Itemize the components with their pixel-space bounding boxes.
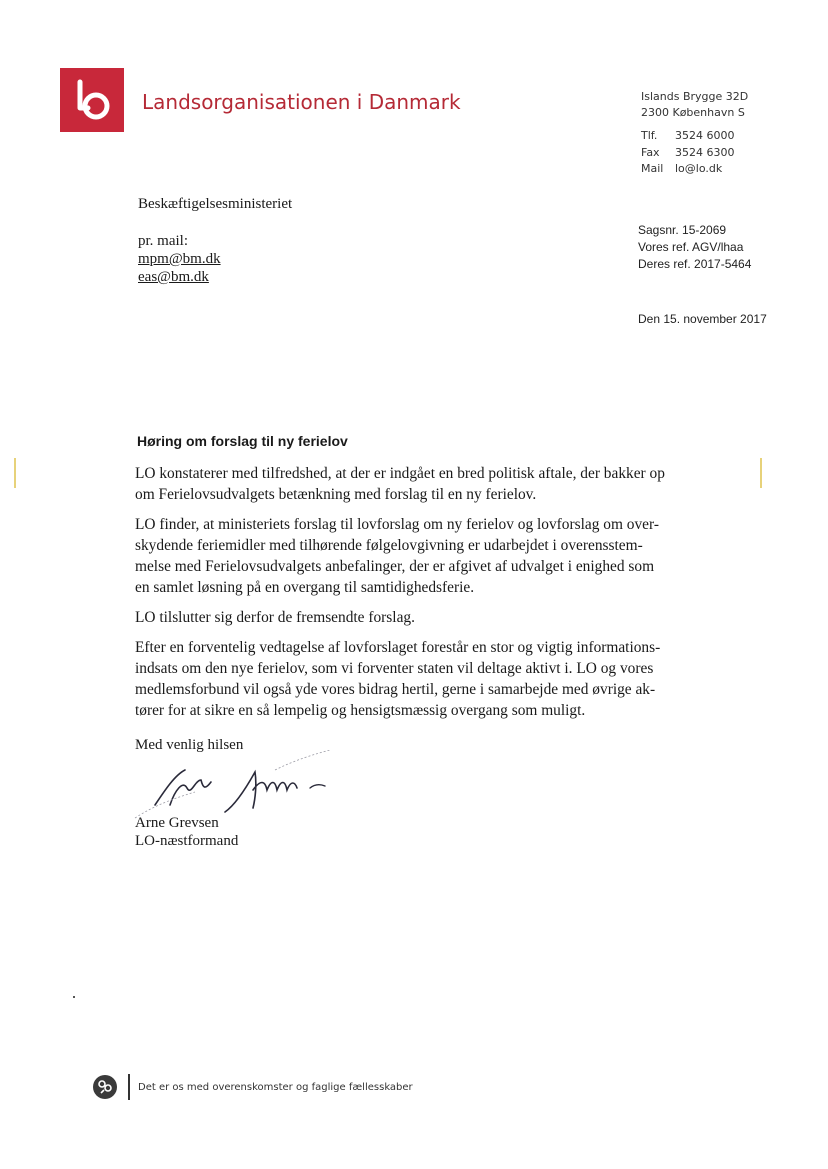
signer-name: Arne Grevsen xyxy=(135,815,219,831)
contact-label: Tlf. xyxy=(641,129,658,142)
contact-label: Fax xyxy=(641,146,660,159)
footer-divider xyxy=(128,1074,130,1100)
recipient-email-link[interactable]: mpm@bm.dk xyxy=(138,251,221,267)
body-line: LO konstaterer med tilfredshed, at der er indgået en bred politisk aftale, der bakker op xyxy=(135,465,665,482)
body-paragraph xyxy=(135,637,695,721)
body-line: tører for at sikre en så lempelig og hensigtsmæssig overgang som muligt. xyxy=(135,702,586,719)
contact-value: 3524 6300 xyxy=(675,146,735,159)
body-line: LO tilslutter sig derfor de fremsendte forslag. xyxy=(135,609,415,626)
case-number: Sagsnr. 15-2069 xyxy=(638,223,727,237)
letter-body xyxy=(135,463,695,730)
contact-fax xyxy=(641,145,735,161)
lo-logo-icon xyxy=(66,74,118,126)
body-line: skydende feriemidler med tilhørende følgelovgivning er udarbejdet i overensstem- xyxy=(135,537,643,554)
body-paragraph xyxy=(135,514,695,598)
handwritten-signature xyxy=(125,750,355,825)
your-reference: Deres ref. 2017-5464 xyxy=(638,257,752,271)
contact-phone xyxy=(641,128,735,144)
recipient-email-link[interactable]: eas@bm.dk xyxy=(138,269,209,285)
letter-date: Den 15. november 2017 xyxy=(638,312,767,326)
body-paragraph xyxy=(135,463,695,505)
margin-mark xyxy=(14,458,16,488)
body-line: om Ferielovsudvalgets betænkning med forslag til en ny ferielov. xyxy=(135,486,537,503)
body-line: indsats om den nye ferielov, som vi forventer staten vil deltage aktivt i. LO og vores xyxy=(135,660,654,677)
contact-value: lo@lo.dk xyxy=(675,162,723,175)
community-icon xyxy=(93,1075,117,1099)
address-line-1: Islands Brygge 32D xyxy=(641,90,749,103)
our-reference: Vores ref. AGV/lhaa xyxy=(638,240,744,254)
margin-mark xyxy=(760,458,762,488)
recipient-name: Beskæftigelsesministeriet xyxy=(138,196,293,212)
organisation-name: Landsorganisationen i Danmark xyxy=(142,90,461,114)
closing-greeting: Med venlig hilsen xyxy=(135,737,244,753)
body-paragraph xyxy=(135,607,695,628)
contact-mail xyxy=(641,161,722,177)
body-line: melse med Ferielovsudvalgets anbefalinger, der er afgivet af udvalget i enighed som xyxy=(135,558,655,575)
body-line: LO finder, at ministeriets forslag til lovforslag om ny ferielov og lovforslag om over- xyxy=(135,516,659,533)
contact-value: 3524 6000 xyxy=(675,129,735,142)
recipient-via: pr. mail: xyxy=(138,233,188,249)
signer-title: LO-næstformand xyxy=(135,833,239,849)
footer-tagline: Det er os med overenskomster og faglige fællesskaber xyxy=(138,1082,413,1093)
body-line: en samlet løsning på en overgang til samtidighedsferie. xyxy=(135,579,475,596)
body-line: medlemsforbund vil også yde vores bidrag hertil, gerne i samarbejde med øvrige ak- xyxy=(135,681,656,698)
letter-subject: Høring om forslag til ny ferielov xyxy=(137,433,348,449)
lo-logo xyxy=(60,68,124,132)
speck xyxy=(73,996,75,998)
body-line: Efter en forventelig vedtagelse af lovforslaget forestår en stor og vigtig informations- xyxy=(135,639,661,656)
address-line-2: 2300 København S xyxy=(641,106,745,119)
contact-label: Mail xyxy=(641,162,664,175)
